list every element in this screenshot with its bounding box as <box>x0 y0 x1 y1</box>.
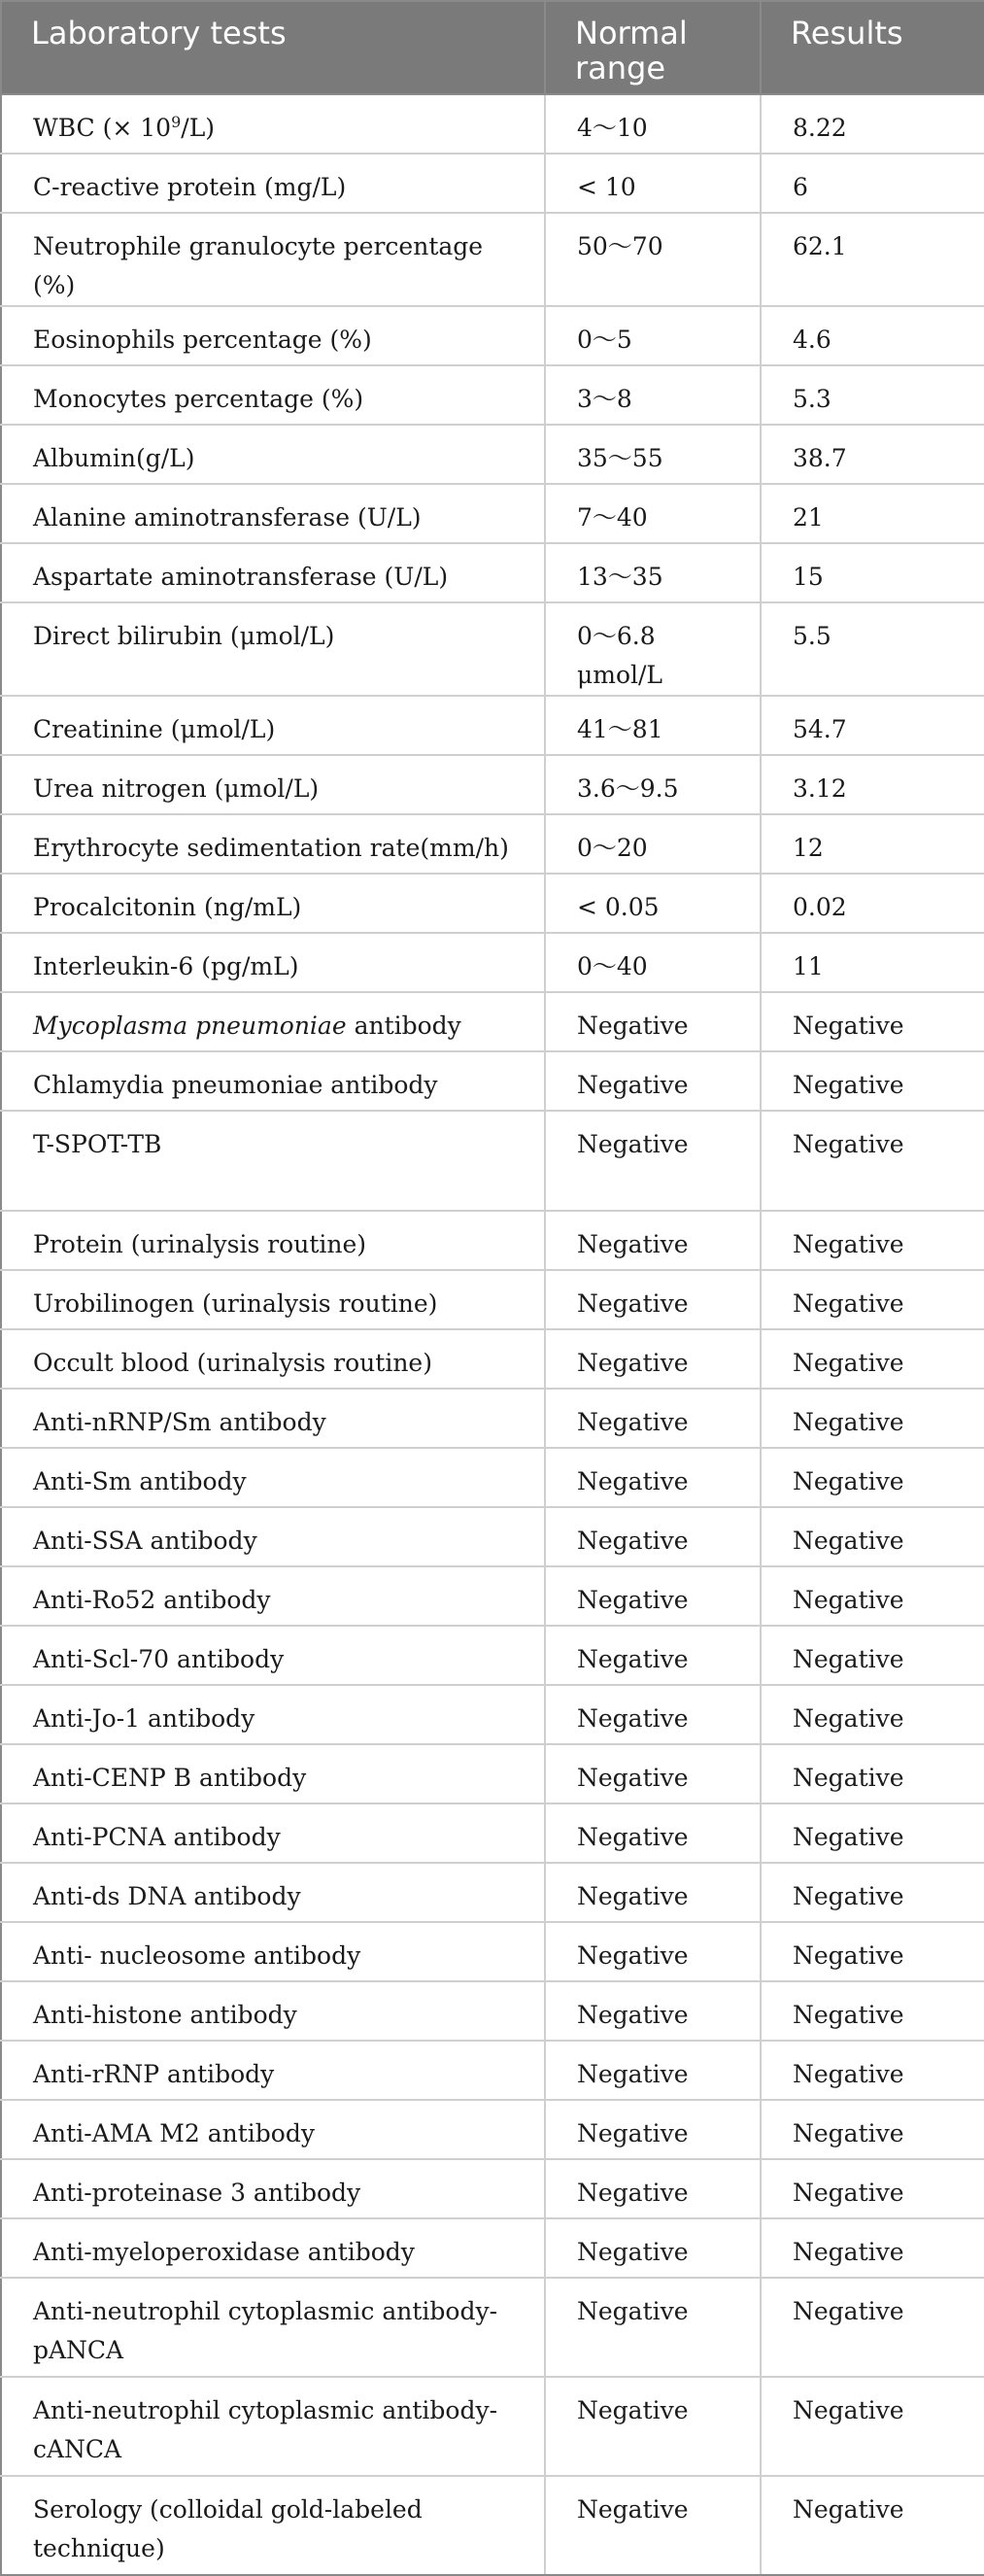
cell-test-name: Anti-myeloperoxidase antibody <box>1 2218 545 2278</box>
table-body <box>1 94 984 2575</box>
cell-normal-range: < 0.05 <box>545 874 761 933</box>
cell-result: Negative <box>761 1922 984 1981</box>
cell-normal-range: Negative <box>545 1803 761 1863</box>
table-row <box>1 602 984 696</box>
cell-normal-range: Negative <box>545 1981 761 2041</box>
cell-normal-range: 3.6～9.5 <box>545 755 761 814</box>
cell-result: 5.5 <box>761 602 984 696</box>
cell-normal-range: 0～5 <box>545 306 761 365</box>
cell-test-name: Direct bilirubin (μmol/L) <box>1 602 545 696</box>
table-row <box>1 874 984 933</box>
cell-normal-range: 50～70 <box>545 213 761 306</box>
cell-test-name: Anti-Ro52 antibody <box>1 1566 545 1626</box>
cell-result: Negative <box>761 1329 984 1389</box>
cell-test-name: Anti-Jo-1 antibody <box>1 1685 545 1744</box>
cell-result: 21 <box>761 484 984 543</box>
table-row <box>1 2377 984 2476</box>
table-row <box>1 1051 984 1111</box>
cell-test-name: Albumin(g/L) <box>1 425 545 484</box>
table-row <box>1 425 984 484</box>
cell-result: Negative <box>761 1051 984 1111</box>
table-row <box>1 1566 984 1626</box>
cell-normal-range: Negative <box>545 1863 761 1922</box>
header-normal-range: Normal range <box>545 1 761 94</box>
cell-result: Negative <box>761 2100 984 2159</box>
table-row <box>1 365 984 425</box>
table-row <box>1 484 984 543</box>
cell-test-name: Neutrophile granulocyte percentage (%) <box>1 213 545 306</box>
cell-result: Negative <box>761 1744 984 1803</box>
cell-test-name: Anti-neutrophil cytoplasmic antibody-cANCA <box>1 2377 545 2476</box>
cell-result: Negative <box>761 1389 984 1448</box>
cell-test-name: Creatinine (μmol/L) <box>1 696 545 755</box>
header-results: Results <box>761 1 984 94</box>
cell-result: 8.22 <box>761 94 984 154</box>
table-row <box>1 1211 984 1270</box>
table-row <box>1 1981 984 2041</box>
cell-test-name: Monocytes percentage (%) <box>1 365 545 425</box>
table-row <box>1 154 984 213</box>
cell-test-name: Chlamydia pneumoniae antibody <box>1 1051 545 1111</box>
table-row <box>1 1448 984 1507</box>
table-row <box>1 2476 984 2575</box>
cell-test-name: Occult blood (urinalysis routine) <box>1 1329 545 1389</box>
cell-normal-range: 13～35 <box>545 543 761 602</box>
cell-test-name: WBC (× $10^9/L$) <box>1 94 545 154</box>
cell-test-name: Erythrocyte sedimentation rate(mm/h) <box>1 814 545 874</box>
cell-result: 15 <box>761 543 984 602</box>
cell-result: Negative <box>761 1685 984 1744</box>
cell-test-name: Anti-CENP B antibody <box>1 1744 545 1803</box>
cell-test-name: Urobilinogen (urinalysis routine) <box>1 1270 545 1329</box>
cell-test-name: Interleukin-6 (pg/mL) <box>1 933 545 992</box>
cell-normal-range: 0～6.8 μmol/L <box>545 602 761 696</box>
cell-result: Negative <box>761 1626 984 1685</box>
cell-normal-range: Negative <box>545 1051 761 1111</box>
cell-normal-range: Negative <box>545 1744 761 1803</box>
cell-result: Negative <box>761 1566 984 1626</box>
cell-normal-range: < 10 <box>545 154 761 213</box>
cell-normal-range: Negative <box>545 1685 761 1744</box>
cell-test-name: T-SPOT-TB <box>1 1111 545 1211</box>
table-row <box>1 2218 984 2278</box>
header-row <box>1 1 984 94</box>
cell-result: 62.1 <box>761 213 984 306</box>
table-row <box>1 1111 984 1211</box>
cell-normal-range: Negative <box>545 1448 761 1507</box>
cell-test-name: Anti-neutrophil cytoplasmic antibody-pANCA <box>1 2278 545 2377</box>
cell-result: 5.3 <box>761 365 984 425</box>
table-row <box>1 543 984 602</box>
cell-test-name: Anti-rRNP antibody <box>1 2041 545 2100</box>
cell-result: 12 <box>761 814 984 874</box>
cell-normal-range: Negative <box>545 1389 761 1448</box>
cell-test-name: Anti-PCNA antibody <box>1 1803 545 1863</box>
cell-test-name: Anti-proteinase 3 antibody <box>1 2159 545 2218</box>
cell-normal-range: 41～81 <box>545 696 761 755</box>
cell-normal-range: 4～10 <box>545 94 761 154</box>
cell-result: Negative <box>761 2476 984 2575</box>
cell-normal-range: Negative <box>545 2041 761 2100</box>
table-row <box>1 306 984 365</box>
cell-result: Negative <box>761 1803 984 1863</box>
cell-test-name: Anti-nRNP/Sm antibody <box>1 1389 545 1448</box>
cell-result: Negative <box>761 1863 984 1922</box>
table-row <box>1 1270 984 1329</box>
cell-test-name: Anti- nucleosome antibody <box>1 1922 545 1981</box>
cell-normal-range: Negative <box>545 1329 761 1389</box>
cell-result: 38.7 <box>761 425 984 484</box>
table-row <box>1 1922 984 1981</box>
table-row <box>1 213 984 306</box>
table-row <box>1 2159 984 2218</box>
cell-test-name: Urea nitrogen (μmol/L) <box>1 755 545 814</box>
cell-normal-range: Negative <box>545 1111 761 1211</box>
table-row <box>1 1626 984 1685</box>
cell-test-name: C-reactive protein (mg/L) <box>1 154 545 213</box>
cell-result: Negative <box>761 1981 984 2041</box>
cell-test-name: Aspartate aminotransferase (U/L) <box>1 543 545 602</box>
cell-normal-range: 35～55 <box>545 425 761 484</box>
cell-normal-range: Negative <box>545 2218 761 2278</box>
cell-result: Negative <box>761 1111 984 1211</box>
cell-result: Negative <box>761 2159 984 2218</box>
cell-normal-range: 7～40 <box>545 484 761 543</box>
table-row <box>1 1744 984 1803</box>
cell-normal-range: Negative <box>545 2159 761 2218</box>
cell-result: 6 <box>761 154 984 213</box>
table-row <box>1 755 984 814</box>
cell-normal-range: 0～40 <box>545 933 761 992</box>
table-row <box>1 1329 984 1389</box>
cell-normal-range: Negative <box>545 2100 761 2159</box>
cell-normal-range: Negative <box>545 2476 761 2575</box>
cell-normal-range: Negative <box>545 1626 761 1685</box>
table-row <box>1 1863 984 1922</box>
cell-test-name: Anti-Scl-70 antibody <box>1 1626 545 1685</box>
table-row <box>1 814 984 874</box>
cell-normal-range: Negative <box>545 992 761 1051</box>
cell-test-name: Anti-histone antibody <box>1 1981 545 2041</box>
cell-result: Negative <box>761 2377 984 2476</box>
cell-result: Negative <box>761 1270 984 1329</box>
cell-result: 54.7 <box>761 696 984 755</box>
cell-normal-range: 3～8 <box>545 365 761 425</box>
cell-result: Negative <box>761 992 984 1051</box>
cell-result: Negative <box>761 1211 984 1270</box>
table-row <box>1 94 984 154</box>
cell-normal-range: Negative <box>545 2278 761 2377</box>
cell-result: Negative <box>761 1448 984 1507</box>
cell-normal-range: Negative <box>545 1922 761 1981</box>
cell-test-name: Anti-Sm antibody <box>1 1448 545 1507</box>
cell-result: Negative <box>761 1507 984 1566</box>
cell-normal-range: Negative <box>545 1270 761 1329</box>
cell-test-name: Anti-SSA antibody <box>1 1507 545 1566</box>
cell-normal-range: Negative <box>545 1211 761 1270</box>
table-row <box>1 1685 984 1744</box>
cell-test-name: Anti-ds DNA antibody <box>1 1863 545 1922</box>
cell-test-name: Mycoplasma pneumoniae antibody <box>1 992 545 1051</box>
cell-normal-range: Negative <box>545 1507 761 1566</box>
cell-result: Negative <box>761 2218 984 2278</box>
cell-test-name: Procalcitonin (ng/mL) <box>1 874 545 933</box>
cell-result: 4.6 <box>761 306 984 365</box>
cell-result: Negative <box>761 2041 984 2100</box>
cell-result: 11 <box>761 933 984 992</box>
cell-result: 0.02 <box>761 874 984 933</box>
table-row <box>1 1803 984 1863</box>
table-row <box>1 2041 984 2100</box>
table-row <box>1 2278 984 2377</box>
header-laboratory-tests: Laboratory tests <box>1 1 545 94</box>
cell-normal-range: Negative <box>545 2377 761 2476</box>
table-row <box>1 933 984 992</box>
table-row <box>1 696 984 755</box>
cell-normal-range: Negative <box>545 1566 761 1626</box>
cell-normal-range: 0～20 <box>545 814 761 874</box>
table-row <box>1 1389 984 1448</box>
cell-result: 3.12 <box>761 755 984 814</box>
cell-test-name: Anti-AMA M2 antibody <box>1 2100 545 2159</box>
cell-test-name: Eosinophils percentage (%) <box>1 306 545 365</box>
table-row <box>1 2100 984 2159</box>
cell-test-name: Alanine aminotransferase (U/L) <box>1 484 545 543</box>
table-row <box>1 1507 984 1566</box>
table-row <box>1 992 984 1051</box>
cell-result: Negative <box>761 2278 984 2377</box>
cell-test-name: Protein (urinalysis routine) <box>1 1211 545 1270</box>
cell-test-name: Serology (colloidal gold-labeled technique) <box>1 2476 545 2575</box>
